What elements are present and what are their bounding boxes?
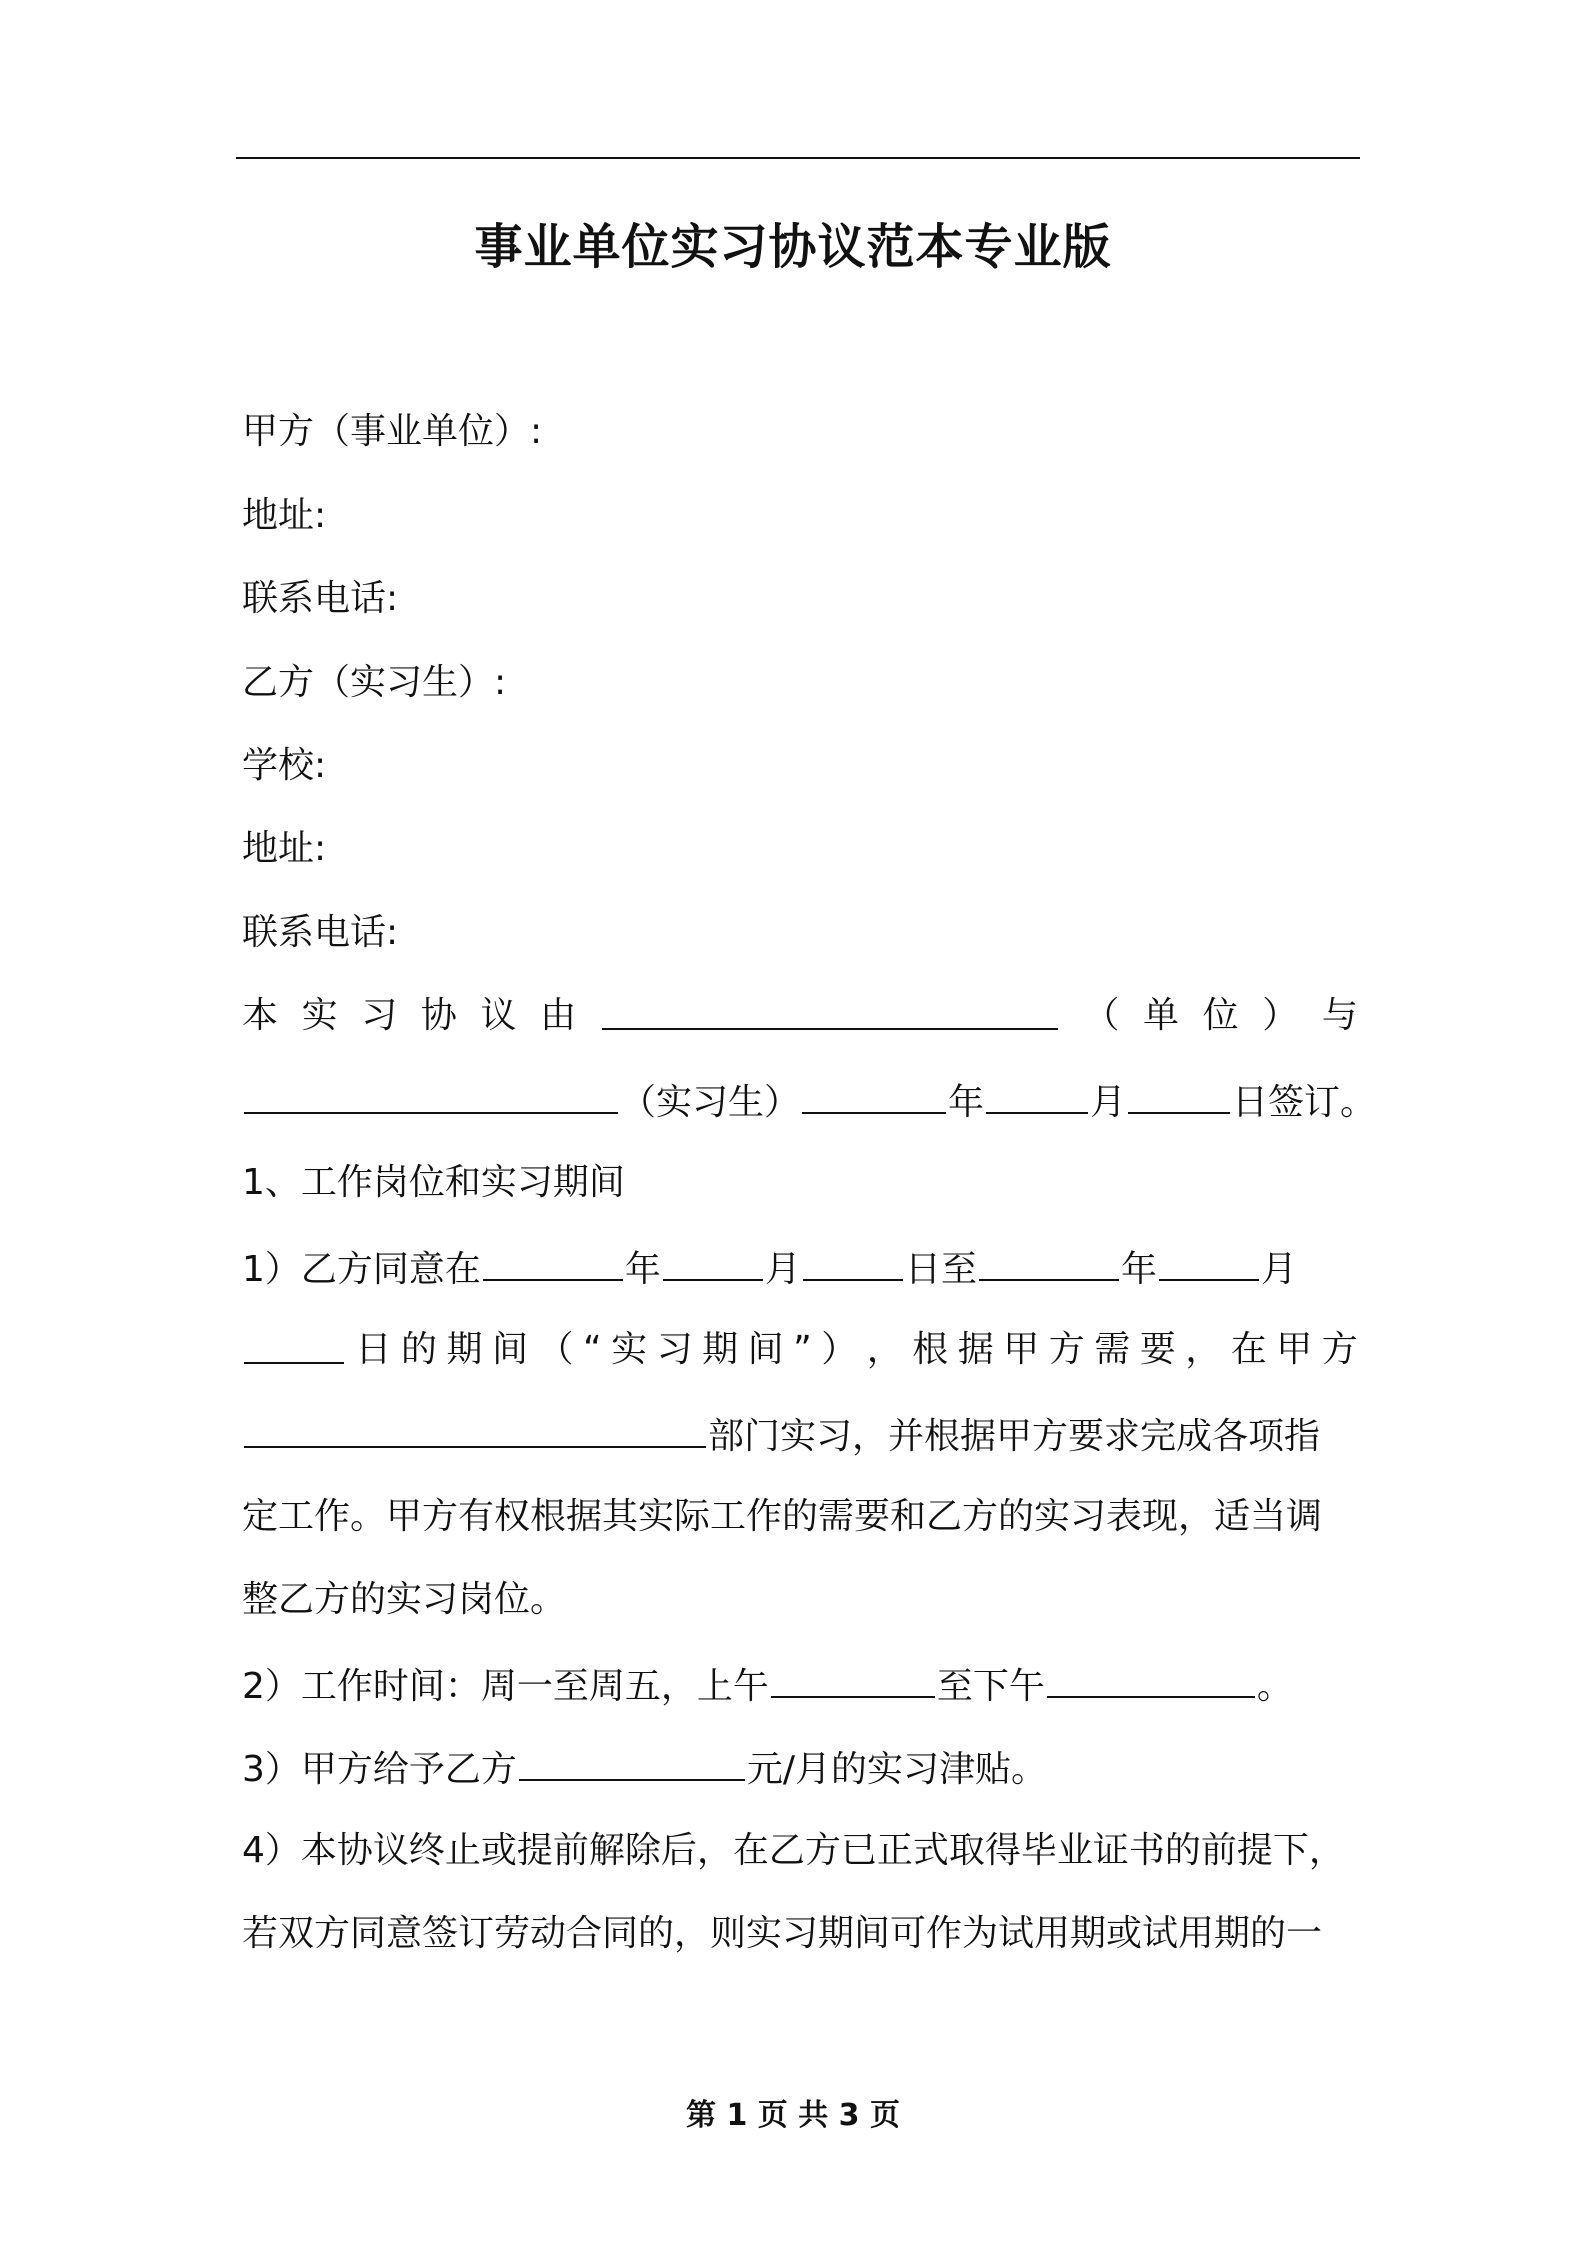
agreement-line-2: （实习生） 年 月 日签订。 bbox=[242, 1072, 1358, 1128]
text-char: 本 bbox=[242, 995, 279, 1036]
text-char: 议 bbox=[480, 995, 517, 1036]
text-char: 位 bbox=[1202, 995, 1239, 1036]
text-char: 间 bbox=[747, 1329, 784, 1370]
sign-year-blank[interactable] bbox=[802, 1072, 946, 1114]
party-b-address-label: 地址: bbox=[242, 828, 327, 869]
unit-name-blank[interactable] bbox=[602, 988, 1058, 1030]
text-char: 在 bbox=[1230, 1329, 1267, 1370]
text-char: ” bbox=[793, 1329, 812, 1370]
start-year-blank[interactable] bbox=[483, 1239, 623, 1281]
text-char: 据 bbox=[957, 1329, 994, 1370]
start-day-blank[interactable] bbox=[803, 1239, 903, 1281]
text-char: 需 bbox=[1094, 1329, 1131, 1370]
party-a-address-label: 地址: bbox=[242, 495, 327, 536]
clause-4-line-2: 若双方同意签订劳动合同的，则实习期间可作为试用期或试用期的一 bbox=[242, 1913, 1323, 1954]
text-char: 甲 bbox=[1003, 1329, 1040, 1370]
end-day-blank[interactable] bbox=[244, 1322, 344, 1364]
text-char: 方 bbox=[1321, 1329, 1358, 1370]
text-char: 单 bbox=[1142, 995, 1179, 1036]
text-char: 期 bbox=[702, 1329, 739, 1370]
text-char: 习 bbox=[656, 1329, 693, 1370]
sign-month-blank[interactable] bbox=[986, 1072, 1088, 1114]
party-b-phone-label: 联系电话: bbox=[242, 912, 399, 953]
clause-1-line-3: 部门实习，并根据甲方要求完成各项指 bbox=[242, 1406, 1358, 1462]
allowance-blank[interactable] bbox=[519, 1739, 745, 1781]
text-char: 由 bbox=[540, 995, 577, 1036]
text-char: 的 bbox=[400, 1329, 437, 1370]
start-month-blank[interactable] bbox=[663, 1239, 763, 1281]
text-char: 要 bbox=[1139, 1329, 1176, 1370]
page-footer: 第 1 页 共 3 页 bbox=[686, 2098, 900, 2133]
document-title: 事业单位实习协议范本专业版 bbox=[474, 219, 1112, 275]
text-char: 根 bbox=[912, 1329, 949, 1370]
text-char: 实 bbox=[301, 995, 338, 1036]
clause-4-line-1: 4）本协议终止或提前解除后，在乙方已正式取得毕业证书的前提下， bbox=[242, 1830, 1345, 1871]
end-month-blank[interactable] bbox=[1159, 1239, 1259, 1281]
agreement-line-1 bbox=[242, 988, 1358, 1044]
clause-3: 3）甲方给予乙方 元/月的实习津贴。 bbox=[242, 1739, 1358, 1795]
clause-1-line-4: 定工作。甲方有权根据其实际工作的需要和乙方的实习表现，适当调 bbox=[242, 1496, 1323, 1537]
text-char: 方 bbox=[1048, 1329, 1085, 1370]
text-char: “ bbox=[582, 1329, 602, 1370]
header-rule bbox=[236, 157, 1360, 159]
party-a-phone-label: 联系电话: bbox=[242, 578, 399, 619]
intern-name-blank[interactable] bbox=[244, 1072, 618, 1114]
text-char: 实 bbox=[611, 1329, 648, 1370]
text-char: ） bbox=[1262, 995, 1299, 1036]
party-b-label: 乙方（实习生）: bbox=[242, 662, 507, 703]
end-year-blank[interactable] bbox=[979, 1239, 1119, 1281]
text-char: ， bbox=[866, 1329, 903, 1370]
sign-day-blank[interactable] bbox=[1128, 1072, 1230, 1114]
department-blank[interactable] bbox=[244, 1406, 706, 1448]
clause-2: 2）工作时间：周一至周五，上午 至下午 。 bbox=[242, 1656, 1358, 1712]
morning-time-blank[interactable] bbox=[771, 1656, 935, 1698]
text-char: 间 bbox=[491, 1329, 528, 1370]
text-char: 日 bbox=[355, 1329, 392, 1370]
text-char: 协 bbox=[420, 995, 457, 1036]
text-char: ） bbox=[821, 1329, 858, 1370]
text-char: （ bbox=[537, 1329, 574, 1370]
text-char: （ bbox=[1083, 995, 1120, 1036]
text-char: 习 bbox=[361, 995, 398, 1036]
clause-1-line-2 bbox=[242, 1322, 1358, 1378]
afternoon-time-blank[interactable] bbox=[1047, 1656, 1255, 1698]
clause-1-line-5: 整乙方的实习岗位。 bbox=[242, 1579, 567, 1620]
section-1-heading: 1、工作岗位和实习期间 bbox=[242, 1162, 625, 1203]
text-char: 与 bbox=[1321, 995, 1358, 1036]
party-a-label: 甲方（事业单位）: bbox=[242, 411, 543, 452]
text-char: 期 bbox=[446, 1329, 483, 1370]
text-char: 甲 bbox=[1276, 1329, 1313, 1370]
clause-1-line-1: 1）乙方同意在 年 月 日至 年 月 bbox=[242, 1239, 1358, 1295]
text-char: ， bbox=[1185, 1329, 1222, 1370]
school-label: 学校: bbox=[242, 745, 327, 786]
